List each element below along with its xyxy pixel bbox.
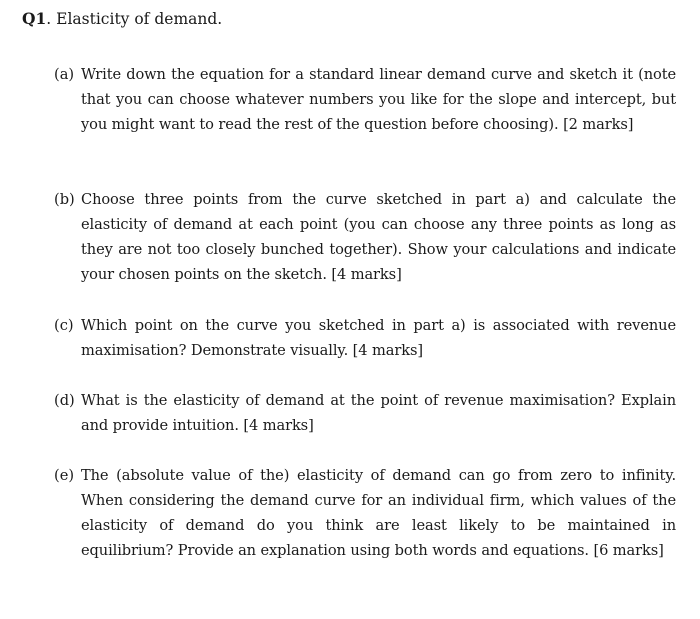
question-part-e: [54, 463, 676, 563]
part-b-label: (b): [54, 191, 75, 208]
part-b-text: Choose three points from the curve sketched in part a) and calculate the elasticity of demand at each point (you can choose any three points as long as they are not too closely bunched together). Show your calculations and indicate your chosen points on the sketch. [4 marks]: [81, 191, 676, 283]
part-e-label: (e): [54, 467, 75, 484]
part-d-label: (d): [54, 392, 75, 409]
question-part-d: [54, 388, 676, 438]
part-a-text: Write down the equation for a standard linear demand curve and sketch it (note that you can choose whatever numbers you like for the slope and intercept, but you might want to read the rest of the question before choosing). [2 marks]: [81, 66, 676, 133]
question-part-c: [54, 313, 676, 363]
part-d-text: What is the elasticity of demand at the point of revenue maximisation? Explain and provide intuition. [4 marks]: [81, 392, 676, 434]
part-a-label: (a): [54, 66, 75, 83]
question-part-b: [54, 187, 676, 287]
question-part-a: [54, 62, 676, 137]
question-number: Q1: [22, 9, 47, 28]
question-heading: [22, 6, 222, 32]
part-c-text: Which point on the curve you sketched in part a) is associated with revenue maximisation? Demonstrate visually. [4 marks]: [81, 317, 676, 359]
part-c-label: (c): [54, 317, 74, 334]
question-title: . Elasticity of demand.: [46, 10, 223, 28]
part-e-text: The (absolute value of the) elasticity of demand can go from zero to infinity. When considering the demand curve for an individual firm, which values of the elasticity of demand do you think are least likely to be maintained in equilibrium? Provide an explanation using both words and equations. [6 marks]: [81, 467, 676, 559]
